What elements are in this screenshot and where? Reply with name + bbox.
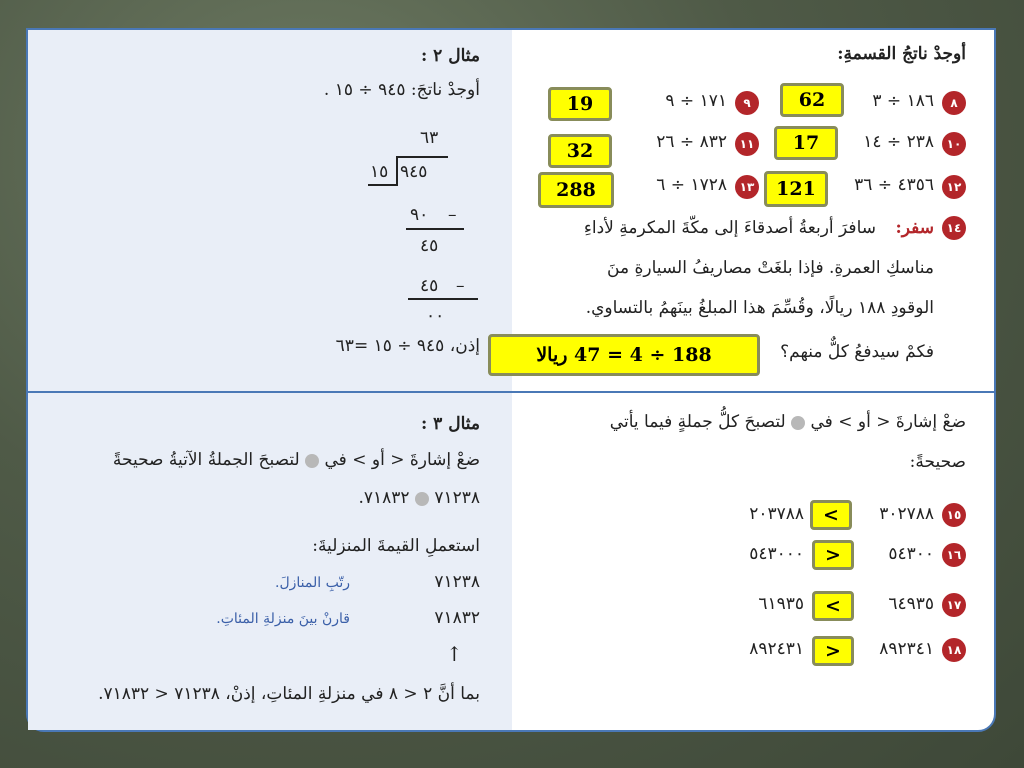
problem-number-badge: ١٧	[942, 593, 966, 617]
compare-instructions-cont: صحيحةً:	[909, 452, 966, 472]
division-bar	[398, 156, 448, 158]
quotient: ٦٣	[420, 128, 439, 148]
example-conclusion: إذن، ٩٤٥ ÷ ١٥ =٦٣	[335, 336, 480, 356]
sign-answer-box: >	[812, 636, 854, 666]
problem-number-badge: ١١	[735, 132, 759, 156]
problem-number-badge: ١٣	[735, 175, 759, 199]
answer-box: 121	[764, 171, 828, 207]
final-remainder: ٠٠	[426, 306, 445, 326]
compare-number-a: ٦٤٩٣٥	[888, 594, 934, 614]
hundreds-arrow-icon: ↑	[446, 642, 463, 666]
problem-number-badge: ١٦	[942, 543, 966, 567]
sign-answer-box: <	[810, 500, 852, 530]
place-value-number: ٧١٢٣٨	[434, 572, 480, 592]
answer-box: 32	[548, 134, 612, 168]
subtract-value: ٤٥	[420, 276, 439, 296]
answer-box: 17	[774, 126, 838, 160]
answer-box: 288	[538, 172, 614, 208]
problem-expression: ٢٣٨ ÷ ١٤	[863, 132, 934, 152]
answer-box: 188 ÷ 4 = 47 ريالا	[488, 334, 760, 376]
compare-number-b: ٦١٩٣٥	[758, 594, 804, 614]
example-comparison: ٧١٢٣٨ ٧١٨٣٢.	[358, 488, 480, 508]
problem-number-badge: ٨	[942, 91, 966, 115]
divisor: ١٥	[370, 162, 389, 182]
problem-expression: ١٧١ ÷ ٩	[665, 91, 727, 111]
place-value-number: ٧١٨٣٢	[434, 608, 480, 628]
example-prompt: أوجدْ ناتجَ: ٩٤٥ ÷ ١٥ .	[323, 80, 480, 100]
compare-number-a: ٥٤٣٠٠	[888, 544, 934, 564]
example-conclusion: بما أنَّ ٢ < ٨ في منزلةِ المئاتِ، إذنْ، ٧١٢٣٨ < ٧١٨٣٢.	[98, 684, 480, 704]
problem-number-badge: ١٨	[942, 638, 966, 662]
word-problem-line: فكمْ سيدفعُ كلٌّ منهم؟	[780, 342, 934, 362]
word-problem-line: الوقودِ ١٨٨ ريالًا، وقُسِّمَ هذا المبلغُ بينَهمُ بالتساوي.	[585, 298, 934, 318]
sign-answer-box: >	[812, 540, 854, 570]
travel-label: سفر:	[895, 218, 934, 238]
subtract-value: ٩٠	[410, 205, 429, 225]
compare-number-b: ٢٠٣٧٨٨	[749, 504, 804, 524]
answer-box: 62	[780, 83, 844, 117]
example-title: مثال ٢ :	[420, 46, 480, 66]
minus-sign: –	[456, 276, 465, 296]
division-bracket	[396, 156, 398, 186]
circle-placeholder-icon	[415, 492, 429, 506]
circle-placeholder-icon	[791, 416, 805, 430]
word-problem-line: سافرَ أربعةُ أصدقاءَ إلى مكّةَ المكرمةِ لأداءِ	[583, 218, 876, 238]
problem-expression: ٨٣٢ ÷ ٢٦	[656, 132, 727, 152]
minus-sign: –	[448, 205, 457, 225]
problem-number-badge: ١٥	[942, 503, 966, 527]
subtract-line	[406, 228, 464, 230]
step-note: قارنْ بينَ منزلةِ المئاتِ.	[216, 611, 350, 627]
divisor-underline	[368, 184, 398, 186]
division-title: أوجدْ ناتجُ القسمةِ:	[837, 44, 966, 64]
problem-number-badge: ٩	[735, 91, 759, 115]
place-value-heading: استعملِ القيمةَ المنزليةَ:	[312, 536, 480, 556]
subtract-line	[408, 298, 478, 300]
dividend: ٩٤٥	[400, 162, 428, 182]
remainder-value: ٤٥	[420, 236, 439, 256]
circle-placeholder-icon	[305, 454, 319, 468]
example-title: مثال ٣ :	[420, 414, 480, 434]
compare-number-b: ٨٩٢٤٣١	[749, 639, 804, 659]
problem-expression: ٤٣٥٦ ÷ ٣٦	[854, 175, 934, 195]
problem-number-badge: ١٠	[942, 132, 966, 156]
problem-expression: ١٧٢٨ ÷ ٦	[656, 175, 727, 195]
worksheet-page	[26, 28, 996, 732]
problem-expression: ١٨٦ ÷ ٣	[872, 91, 934, 111]
problem-number-badge: ١٢	[942, 175, 966, 199]
answer-box: 19	[548, 87, 612, 121]
sign-answer-box: <	[812, 591, 854, 621]
problem-number-badge: ١٤	[942, 216, 966, 240]
section-divider	[28, 391, 994, 393]
compare-number-a: ٨٩٢٣٤١	[879, 639, 934, 659]
compare-instructions: ضعْ إشارةَ < أو > في لتصبحَ كلُّ جملةٍ فيما يأتي	[609, 412, 966, 432]
step-note: رتّبِ المنازلَ.	[275, 575, 350, 591]
word-problem-line: مناسكِ العمرةِ. فإذا بلغَتْ مصاريفُ السيارةِ منَ	[607, 258, 934, 278]
example-prompt: ضعْ إشارةَ < أو > في لتصبحَ الجملةُ الآتيةُ صحيحةً	[112, 450, 480, 470]
compare-number-a: ٣٠٢٧٨٨	[879, 504, 934, 524]
compare-number-b: ٥٤٣٠٠٠	[749, 544, 804, 564]
